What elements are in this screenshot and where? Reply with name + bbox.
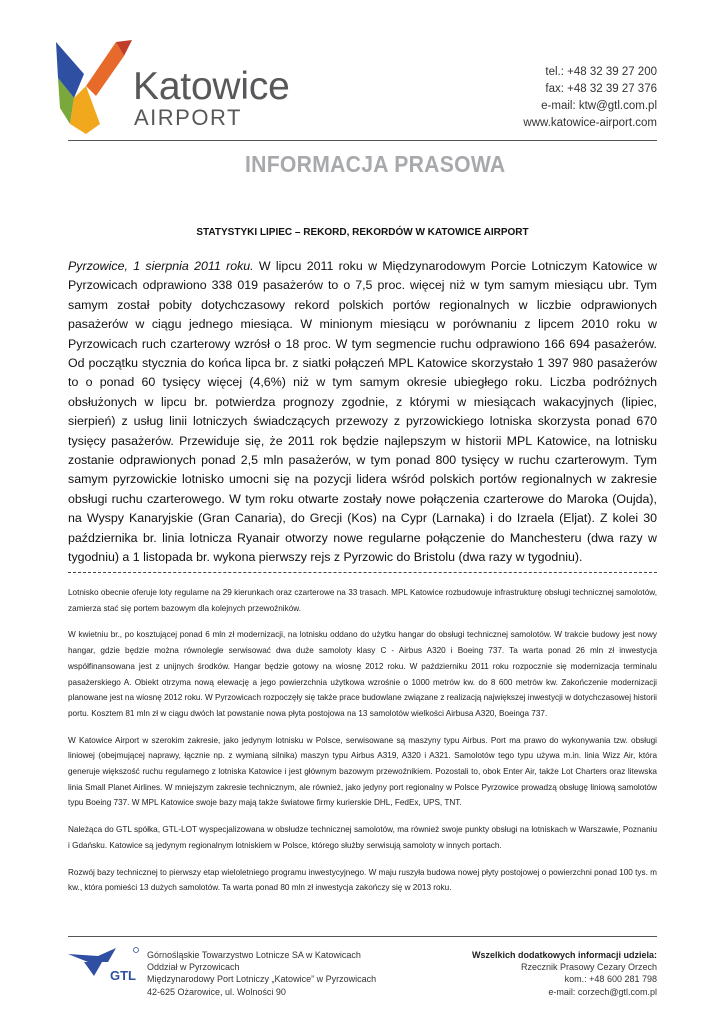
header-divider [68, 140, 657, 141]
main-paragraph [68, 257, 657, 568]
katowice-airport-logo [56, 38, 296, 138]
notes-section [68, 585, 657, 907]
k-logo-icon [56, 38, 136, 138]
footer-company-info [147, 949, 376, 998]
logo-name: Katowice [133, 65, 290, 108]
gtl-logo [68, 946, 140, 986]
main-body: W lipcu 2011 roku w Międzynarodowym Porcie Lotniczym Katowice w Pyrzowicach odprawiono 338 019 pasażerów to o 7,5 proc. więcej niż w tym samym miesiącu ubr. Tym samym został pobity dotychczasowy rekord polskich portów regionalnych w liczbie odprawionych pasażerów w ciągu jednego miesiąca. W minionym miesiącu w porównaniu z lipcem 2010 roku w Pyrzowicach ruch czarterowy wzrósł o 18 proc. W tym segmencie ruchu odprawiono 166 694 pasażerów. Od początku stycznia do końca lipca br. z siatki połączeń MPL Katowice skorzystało 1 397 980 pasażerów to o ponad 60 tysięcy więcej (4,6%) niż w tym samym okresie ubiegłego roku. Liczba podróżnych obsłużonych w lipcu br. potwierdza prognozy zgodnie, z którymi w miesiącach wakacyjnych (lipiec, sierpień) z usług linii lotniczych świadczących przewozy z pyrzowickiego lotniska skorzysta ponad 670 tysięcy pasażerów. Przewiduje się, że 2011 rok będzie najlepszym w historii MPL Katowice, na lotnisku zostanie odprawionych ponad 2,5 mln pasażerów, w tym ponad 800 tysięcy w ruchu czarterowym. Tym samym pyrzowickie lotnisko umocni się na pozycji lidera wśród polskich portów regionalnych w zakresie obsługi ruchu czarterowego. W tym roku otwarte zostały nowe połączenia czarterowe do Maroka (Oujda), na Wyspy Kanaryjskie (Gran Canaria), do Grecji (Kos) na Cypr (Larnaka) i do Izraela (Eljat). Z kolei 30 października br. linia lotnicza Ryanair otworzy nowe regularne połączenie do Manchesteru (dwa razy w tygodniu) a 1 listopada br. wykona pierwszy rejs z Pyrzowic do Bristolu (dwa razy w tygodniu). [68, 259, 657, 565]
footer-airport-name: Międzynarodowy Port Lotniczy „Katowice” w Pyrzowicach [147, 974, 377, 985]
footer-mobile: kom.: +48 600 281 798 [564, 974, 657, 985]
note-paragraph: W kwietniu br., po kosztującej ponad 6 mln zł modernizacji, na lotnisku oddano do użytku hangar do obsługi technicznej samolotów. W trakcie budowy jest nowy hangar, gdzie będzie można równolegle serwisować dwa duże samoloty klasy C - Airbus A320 i Boeing 737. Ta warta ponad 26 mln zł inwestycja współfinansowana jest z unijnych środków. Hangar będzie gotowy na wiosnę 2012 roku. W październiku 2011 roku rozpocznie się modernizacja terminalu pasażerskiego A. Obiekt otrzyma nową elewację a jego powierzchnia użytkowa wzrośnie o 1000 metrów kw. do 8 600 metrów kw. Zakończenie modernizacji planowane jest na wiosnę 2012 roku. W Pyrzowicach rozpoczęły się także prace budowlane związane z realizacją największej inwestycji w dotychczasowej historii portu. Kosztem 81 mln zł w ciągu dwóch lat powstanie nowa płyta postojowa na 13 samolotów wielkości Airbusa A320, Boeinga 737. [68, 630, 657, 718]
note-paragraph: Należąca do GTL spółka, GTL-LOT wyspecjalizowana w obsłudze technicznej samolotów, ma również swoje punkty obsługi na lotniskach w Warszawie, Poznaniu i Gdańsku. Katowice są jedynym regionalnym lotniskiem w Polsce, którego służby serwisują samoloty w innych portach. [68, 825, 657, 850]
footer-email[interactable]: e-mail: corzech@gtl.com.pl [548, 986, 657, 997]
press-release-title: INFORMACJA PRASOWA [245, 151, 506, 177]
footer-contact-person [472, 949, 657, 998]
footer-address: 42-625 Ożarowice, ul. Wolności 90 [147, 986, 286, 997]
contact-fax: fax: +48 32 39 27 376 [545, 83, 657, 95]
footer-spokesperson: Rzecznik Prasowy Cezary Orzech [520, 962, 657, 973]
contact-block [523, 64, 657, 132]
contact-phone: tel.: +48 32 39 27 200 [545, 66, 657, 78]
contact-email[interactable]: e-mail: ktw@gtl.com.pl [541, 100, 657, 112]
gtl-plane-icon [68, 946, 140, 986]
note-paragraph: Rozwój bazy technicznej to pierwszy etap wieloletniego programu inwestycyjnego. W maju ruszyła budowa nowej płyty postojowej o powierzchni ponad 100 tys. m kw., która pomieści 13 dużych samolotów. Ta warta ponad 80 mln zł inwestycja zakończy się w 2013 roku. [68, 867, 657, 893]
dashed-separator [68, 572, 657, 573]
footer-branch: Oddział w Pyrzowicach [147, 962, 240, 973]
gtl-logo-text: GTL [110, 968, 136, 983]
logo-subtitle: AIRPORT [134, 105, 242, 130]
dateline: Pyrzowice, 1 sierpnia 2011 roku. [68, 259, 254, 273]
note-paragraph: Lotnisko obecnie oferuje loty regularne na 29 kierunkach oraz czarterowe na 33 trasach. MPL Katowice rozbudowuje infrastrukturę obsługi technicznej samolotów, zamierza stać się portem bazowym dla kolejnych przewoźników. [68, 588, 657, 613]
footer-divider [68, 936, 657, 937]
note-paragraph: W Katowice Airport w szerokim zakresie, jako jedynym lotnisku w Polsce, serwisowane są maszyny typu Airbus. Port ma prawo do wykonywania tzw. obsługi liniowej (obejmującej naprawy, łącznie np. z wymianą silnika) maszyn typu Airbus A319, A320 i A321. Samolotów tego typu używa m.in. linia Wizz Air, która generuje większość ruchu regularnego z lotniska Katowice i jest głównym bazowym przewoźnikiem. Pozostali to, obok Enter Air, także Lot Charters oraz litewska linia Small Planet Airlines. W mniejszym zakresie technicznym, ale również, jako jedyny port regionalny w Polsce Pyrzowice prowadzą obsługę liniową samolotów typu Boeing 737. W MPL Katowice swoje bazy mają także światowe firmy kurierskie DHL, FedEx, UPS, TNT. [68, 735, 657, 808]
headline: STATYSTYKI LIPIEC – REKORD, REKORDÓW W KATOWICE AIRPORT [196, 227, 529, 238]
footer-company-name: Górnośląskie Towarzystwo Lotnicze SA w Katowicach [147, 950, 361, 960]
footer-contact-title: Wszelkich dodatkowych informacji udziela: [471, 950, 657, 960]
contact-website[interactable]: www.katowice-airport.com [523, 117, 657, 129]
